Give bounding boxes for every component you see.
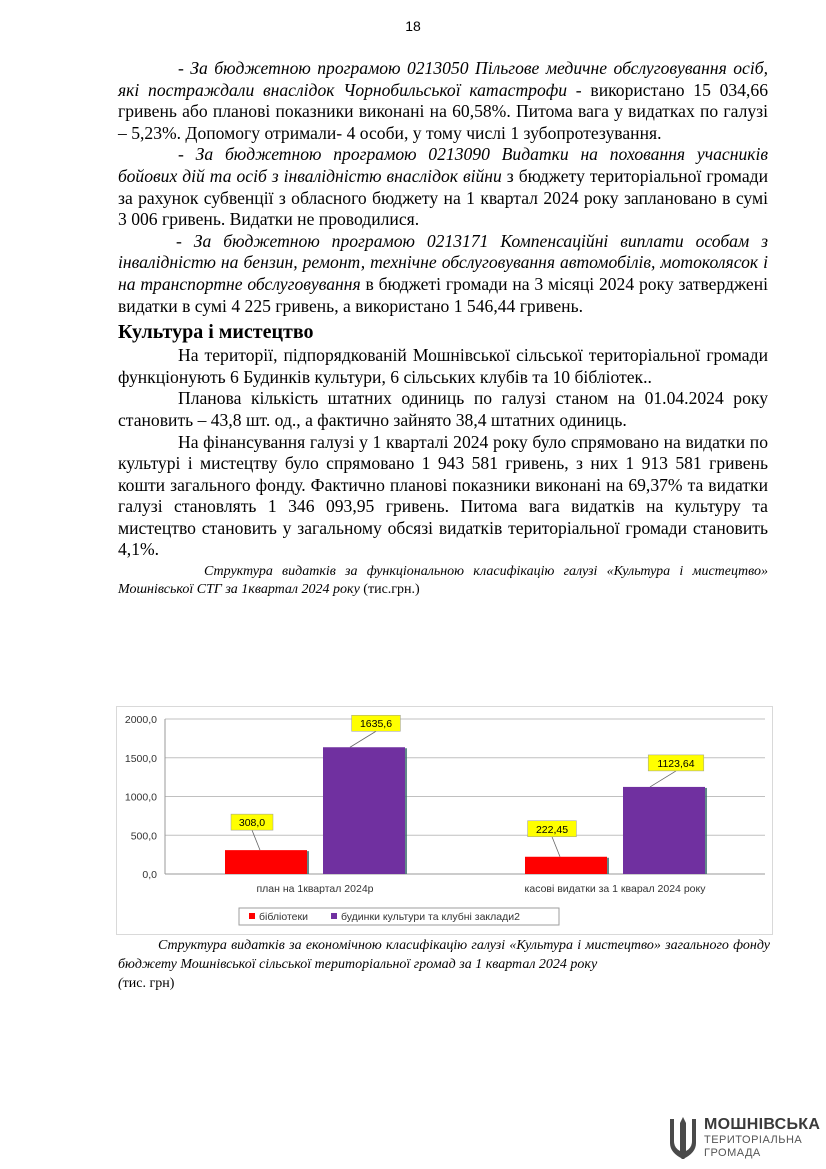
data-label: 308,0 [238,817,266,830]
program-title-0213171: - За бюджетною програмою 0213171 Компенсаційні виплати особам з інвалідністю на бензин, ремонт, технічне обслуговування автомобілів, мотоколясок і на транспортне обслуговування [118,230,768,294]
legend-swatch [249,913,255,919]
table-caption [118,936,770,993]
data-label-leader [350,731,376,747]
legend-entry: бібліотеки [259,911,308,923]
logo-text-name: МОШНІВСЬКА [704,1116,821,1133]
table-caption-italic: Структура видатків за економічною класифікацію галузі «Культура і мистецтво» загального фонду бюджету Мошнівської сільської територіальної громад за 1 квартал 2024 року [118,938,770,972]
chart-caption-italic: Структура видатків за функціональною класифікацію галузі «Культура і мистецтво» Мошнівської СТГ за 1квартал 2024 року [118,564,768,598]
data-label-leader [252,830,260,850]
y-tick-label: 500,0 [130,830,157,843]
paragraph-program-0213050 [118,58,768,144]
section-paragraph-2: Планова кількість штатних одиниць по галузі станом на 01.04.2024 року становить – 43,8 шт. од., а фактично зайнято 38,4 штатних одиниць. [118,388,768,430]
data-label-leader [552,837,560,857]
bar [225,850,307,874]
bar-chart-svg [117,707,772,934]
y-tick-label: 2000,0 [124,714,157,726]
data-label-leader [650,771,676,787]
legend-entry: будинки культури та клубні заклади2 [341,911,520,923]
bar [525,857,607,874]
section-paragraph-3: На фінансування галузі у 1 кварталі 2024 року було спрямовано на видатки по культурі і мистецтву було спрямовано 1 943 581 гривень, з них 1 913 581 гривень кошти загального фонду. Фактично планові показники виконані на 69,37% та видатки галузі становлять 1 346 093,95 гривень. Питома вага видатків на культуру та мистецтво становить у загальному обсязі видатків територіальної громади становить 4,1%. [118,431,768,560]
logo-text-community: ГРОМАДА [704,1147,761,1159]
y-tick-label: 1000,0 [124,791,157,804]
table-caption-unit: тис. грн) [122,976,175,991]
table-caption-paren: ( [118,976,123,991]
x-tick-label: план на 1квартал 2024р [256,883,374,895]
legend-swatch [331,913,337,919]
trident-icon [667,1115,699,1161]
data-label: 1635,6 [359,718,393,731]
data-label: 222,45 [535,823,569,836]
chart-caption [118,563,768,599]
x-tick-label: касові видатки за 1 кварал 2024 року [524,883,706,895]
bar [623,787,705,874]
page-number: 18 [405,18,421,34]
program-text-0213050: - використано 15 034,66 гривень або планові показники виконані на 60,58%. Питома вага у видатках по галузі – 5,23%. Допомогу отримали- 4 особи, у тому числі 1 зубопротезування. [118,79,768,143]
section-paragraph-1: На території, підпорядкованій Мошнівської сільської територіальної громади функціонують 6 Будинків культури, 6 сільських клубів та 10 бібліотек.. [118,345,768,387]
program-text-0213090: з бюджету територіальної громади за рахунок субвенції з обласного бюджету на 1 квартал 2024 року заплановано в сумі 3 006 гривень. Видатки не проводилися. [118,165,768,230]
section-title: Культура і мистецтво [118,321,314,344]
logo-text-type: ТЕРИТОРІАЛЬНА [704,1134,803,1146]
chart-caption-unit: (тис.грн.) [359,582,420,598]
bar-chart [116,706,773,935]
bar [323,747,405,874]
data-label: 1123,64 [657,757,695,770]
document-body [118,58,768,599]
paragraph-program-0213171 [118,231,768,317]
program-title-0213090: - За бюджетною програмою 0213090 Видатки на поховання учасників бойових дій та осіб з інвалідністю внаслідок війни [118,144,768,186]
program-text-0213171: в бюджеті громади на 3 місяці 2024 року затверджені видатки в сумі 4 225 гривень, а використано 1 546,44 гривень. [118,273,769,316]
paragraph-program-0213090 [118,144,768,230]
y-tick-label: 1500,0 [124,752,157,765]
program-title-0213050: - За бюджетною програмою 0213050 Пільгове медичне обслуговування осіб, які постраждали внаслідок Чорнобильської катастрофи [118,58,768,100]
y-tick-label: 0,0 [142,869,157,881]
community-logo [667,1115,821,1163]
